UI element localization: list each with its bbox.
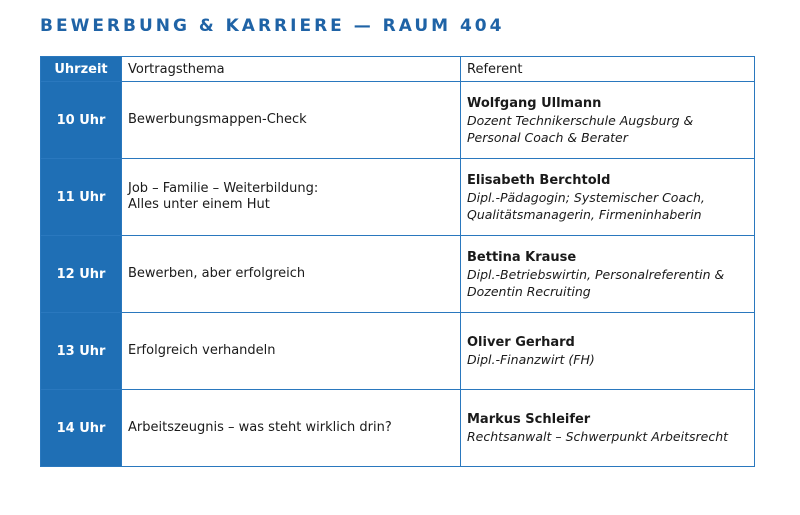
row-speaker xyxy=(461,159,755,236)
row-time: 13 Uhr xyxy=(41,313,122,390)
row-topic xyxy=(122,313,461,390)
speaker-name: Oliver Gerhard xyxy=(467,335,575,350)
speaker-description: Dipl.-Betriebswirtin, Personalreferentin & Dozentin Recruiting xyxy=(467,266,725,299)
table-header-row xyxy=(41,57,755,82)
row-topic xyxy=(122,159,461,236)
speaker-description: Dipl.-Pädagogin; Systemischer Coach, Qualitätsmanagerin, Firmeninhaberin xyxy=(467,189,705,222)
speaker-name: Bettina Krause xyxy=(467,249,577,265)
header-topic: Vortragsthema xyxy=(122,57,461,82)
row-time: 12 Uhr xyxy=(41,236,122,313)
table-row xyxy=(41,236,755,313)
speaker-name: Wolfgang Ullmann xyxy=(467,95,602,111)
schedule-table xyxy=(40,56,755,467)
row-time: 10 Uhr xyxy=(41,82,122,159)
topic-text: Job – Familie – Weiterbildung: Alles unter einem Hut xyxy=(128,181,319,212)
row-topic xyxy=(122,82,461,159)
topic-text: Erfolgreich verhandeln xyxy=(128,343,276,358)
row-time: 14 Uhr xyxy=(41,390,122,467)
row-speaker xyxy=(461,236,755,313)
speaker-description: Dipl.-Finanzwirt (FH) xyxy=(467,352,595,367)
header-time: Uhrzeit xyxy=(41,57,122,82)
speaker-name: Elisabeth Berchtold xyxy=(467,172,611,188)
table-row xyxy=(41,390,755,467)
row-topic xyxy=(122,390,461,467)
row-time: 11 Uhr xyxy=(41,159,122,236)
topic-text: Arbeitszeugnis – was steht wirklich drin? xyxy=(128,420,392,435)
row-speaker xyxy=(461,390,755,467)
speaker-description: Dozent Technikerschule Augsburg & Personal Coach & Berater xyxy=(467,112,694,145)
page-title: BEWERBUNG & KARRIERE — RAUM 404 xyxy=(40,16,505,36)
table-row xyxy=(41,82,755,159)
table-row xyxy=(41,313,755,390)
row-topic xyxy=(122,236,461,313)
speaker-description: Rechtsanwalt – Schwerpunkt Arbeitsrecht xyxy=(467,429,729,444)
row-speaker xyxy=(461,82,755,159)
topic-text: Bewerben, aber erfolgreich xyxy=(128,266,306,281)
speaker-name: Markus Schleifer xyxy=(467,412,591,427)
row-speaker xyxy=(461,313,755,390)
topic-text: Bewerbungsmappen-Check xyxy=(128,112,307,127)
header-speaker: Referent xyxy=(461,57,755,82)
table-row xyxy=(41,159,755,236)
